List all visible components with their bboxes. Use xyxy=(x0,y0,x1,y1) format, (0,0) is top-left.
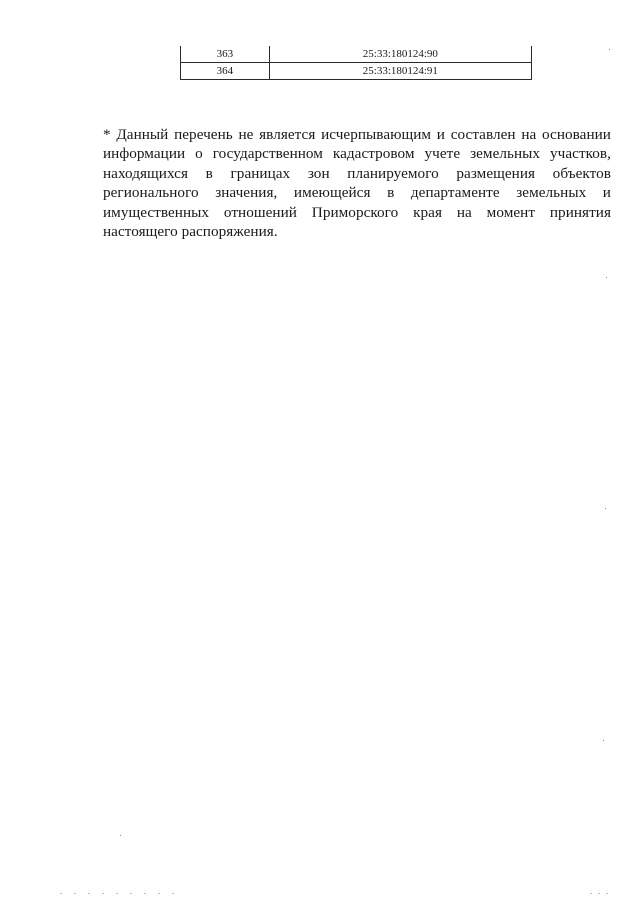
scan-edge-marks xyxy=(60,893,180,894)
scan-speck xyxy=(605,508,606,509)
parcel-table xyxy=(180,46,532,80)
scan-speck xyxy=(609,49,610,50)
footnote-paragraph: * Данный перечень не является исчерпывающим и составлен на основании информации о государственном кадастровом учете земельных участков, находящихся в границах зон планируемого размещения объектов регионального значения, имеющейся в департаменте земельных и имущественных отношений Приморского края на момент принятия настоящего распоряжения. xyxy=(103,126,611,241)
cadastral-number-cell: 25:33:180124:91 xyxy=(269,63,531,80)
table-row xyxy=(181,63,532,80)
table-row xyxy=(181,46,532,63)
scan-speck xyxy=(603,740,604,741)
cadastral-number-cell: 25:33:180124:90 xyxy=(269,46,531,63)
row-number-cell: 364 xyxy=(181,63,270,80)
scan-speck xyxy=(120,835,121,836)
scan-edge-marks xyxy=(590,893,614,894)
scan-speck xyxy=(606,277,607,278)
row-number-cell: 363 xyxy=(181,46,270,63)
